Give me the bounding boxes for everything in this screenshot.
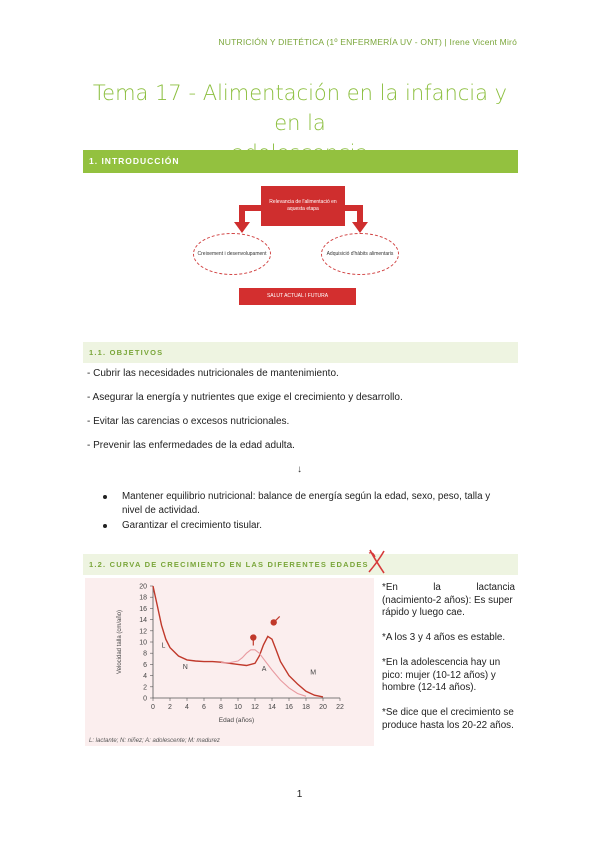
y-tick-label: 14 bbox=[139, 617, 147, 625]
diagram-oval-right: Adquisició d'hàbits alimentaris bbox=[321, 233, 399, 275]
side-note-word: *En bbox=[382, 582, 398, 593]
x-tick-label: 6 bbox=[202, 704, 206, 711]
y-axis-label: Velocidad talla (cm/año) bbox=[117, 609, 123, 675]
running-header: NUTRICIÓN Y DIETÉTICA (1º ENFERMERÍA UV - ONT) | Irene Vicent Miró bbox=[218, 37, 517, 47]
x-tick-label: 2 bbox=[168, 704, 172, 711]
side-note-estable: *A los 3 y 4 años es estable. bbox=[382, 632, 506, 643]
phase-label: M bbox=[310, 669, 317, 677]
bullet-dot-icon bbox=[103, 495, 107, 499]
female-symbol-icon bbox=[250, 634, 256, 640]
y-tick-label: 8 bbox=[143, 650, 147, 658]
side-note-crecimiento: *Se dice que el crecimiento se produce hasta los 20-22 años. bbox=[382, 707, 514, 731]
y-tick-label: 2 bbox=[143, 684, 147, 692]
handwritten-x-mark-icon bbox=[366, 546, 388, 576]
side-note-word: la bbox=[433, 582, 441, 593]
x-tick-label: 16 bbox=[285, 704, 293, 711]
bullet-item bbox=[100, 490, 505, 518]
x-tick-label: 22 bbox=[336, 704, 344, 711]
objective-item: - Cubrir las necesidades nutricionales de mantenimiento. bbox=[87, 368, 339, 379]
page-title-line-1: Tema 17 - Alimentación en la infancia y en la bbox=[92, 81, 508, 135]
phase-label: L bbox=[161, 642, 166, 650]
objective-item: - Prevenir las enfermedades de la edad adulta. bbox=[87, 440, 295, 451]
down-arrow-icon: ↓ bbox=[297, 464, 302, 475]
x-tick-label: 4 bbox=[185, 704, 189, 711]
x-axis-label: Edad (años) bbox=[218, 717, 255, 724]
y-tick-label: 0 bbox=[143, 695, 147, 703]
objective-item: - Asegurar la energía y nutrientes que exige el crecimiento y desarrollo. bbox=[87, 392, 403, 403]
subsection-heading-objetivos: 1.1. OBJETIVOS bbox=[83, 342, 518, 363]
phase-label: A bbox=[261, 666, 267, 674]
subsection-heading-curva: 1.2. CURVA DE CRECIMIENTO EN LAS DIFERENTES EDADES bbox=[83, 554, 518, 575]
y-tick-label: 20 bbox=[139, 583, 147, 591]
growth-chart-svg bbox=[85, 578, 374, 746]
bullet-text: Garantizar el crecimiento tisular. bbox=[122, 520, 262, 531]
arrow-left bbox=[242, 208, 261, 224]
diagram-oval-left: Creixement i desenvolupament bbox=[193, 233, 271, 275]
side-note-lactancia bbox=[382, 582, 515, 620]
section-heading-introduccion: 1. INTRODUCCIÓN bbox=[83, 150, 518, 173]
x-tick-label: 12 bbox=[251, 704, 259, 711]
side-note-word: lactancia bbox=[476, 582, 515, 593]
side-note-rest: (nacimiento-2 años): Es super rápido y luego cae. bbox=[382, 594, 513, 618]
chart-caption: L: lactante; N: niñez; A: adolescente; M: madurez bbox=[89, 738, 220, 744]
y-tick-label: 12 bbox=[139, 628, 147, 636]
y-tick-label: 4 bbox=[143, 673, 147, 681]
diagram-top-box: Relevancia de l'alimentació en aquesta etapa bbox=[261, 186, 345, 226]
x-tick-label: 10 bbox=[234, 704, 242, 711]
objective-item: - Evitar las carencias o excesos nutricionales. bbox=[87, 416, 290, 427]
x-tick-label: 14 bbox=[268, 704, 276, 711]
phase-label: N bbox=[182, 663, 188, 671]
x-tick-label: 18 bbox=[302, 704, 310, 711]
page-number: 1 bbox=[296, 789, 303, 800]
male-symbol-arrow bbox=[276, 616, 280, 620]
series-line-0 bbox=[153, 586, 323, 697]
arrow-right bbox=[345, 208, 360, 224]
x-tick-label: 8 bbox=[219, 704, 223, 711]
x-tick-label: 0 bbox=[151, 704, 155, 711]
y-tick-label: 10 bbox=[139, 639, 147, 647]
side-note-adolescencia: *En la adolescencia hay un pico: mujer (10-12 años) y hombre (12-14 años). bbox=[382, 657, 501, 693]
y-tick-label: 16 bbox=[139, 605, 147, 613]
y-tick-label: 6 bbox=[143, 661, 147, 669]
bullet-text: Mantener equilibrio nutricional: balance de energía según la edad, sexo, peso, talla y nivel de actividad. bbox=[122, 491, 491, 516]
x-tick-label: 20 bbox=[319, 704, 327, 711]
arrow-right-head bbox=[352, 222, 368, 233]
growth-chart bbox=[85, 578, 374, 746]
y-tick-label: 18 bbox=[139, 594, 147, 602]
bullet-dot-icon bbox=[103, 524, 107, 528]
bullet-list bbox=[100, 490, 505, 534]
arrow-left-head bbox=[234, 222, 250, 233]
bullet-item bbox=[100, 519, 505, 533]
diagram-bottom-bar: SALUT ACTUAL I FUTURA bbox=[239, 288, 356, 305]
intro-diagram bbox=[190, 184, 420, 314]
side-note-first-line bbox=[382, 582, 515, 595]
